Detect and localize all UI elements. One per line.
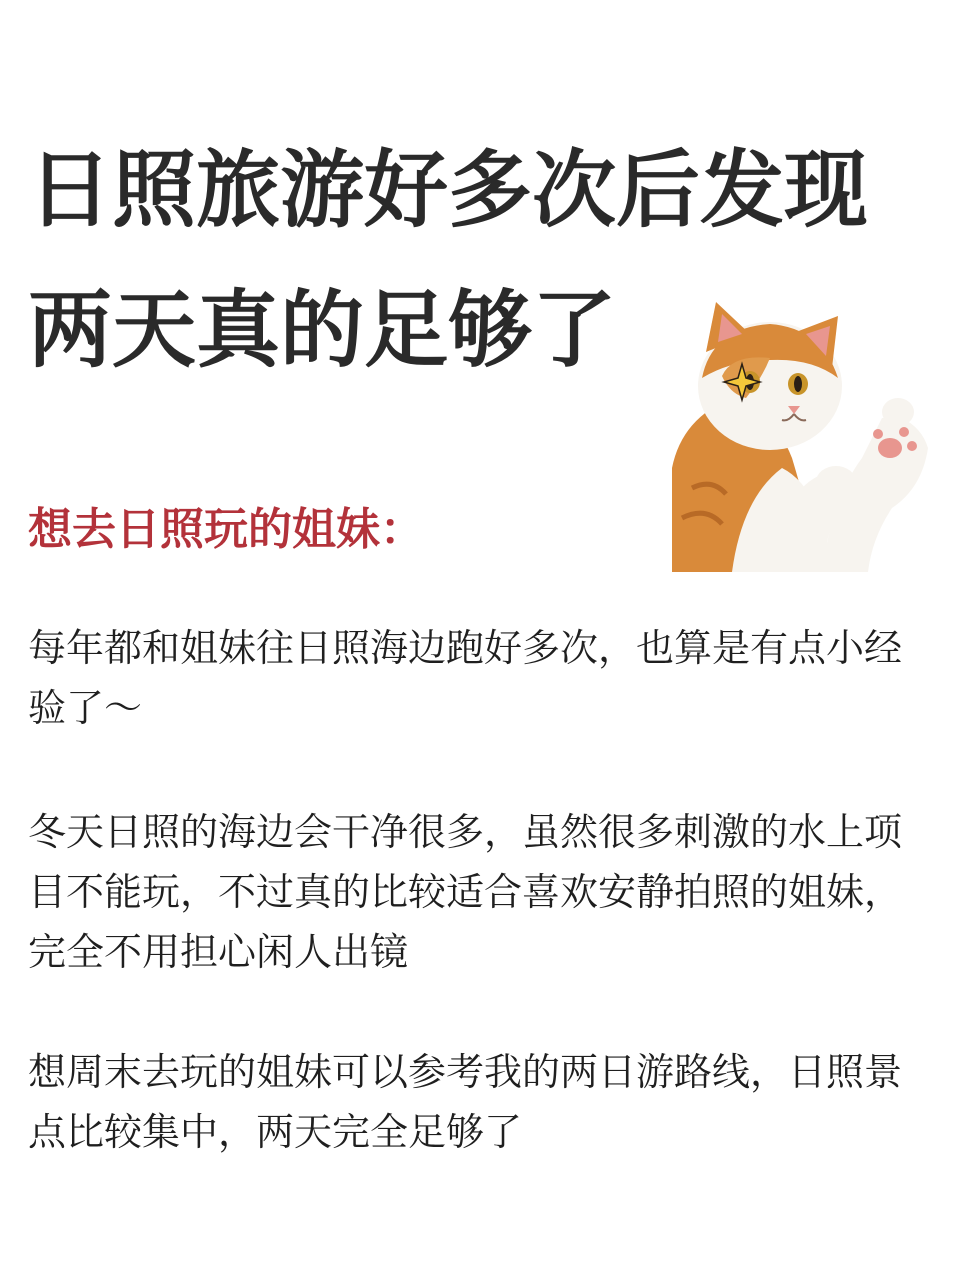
body-paragraph-1: 每年都和姐妹往日照海边跑好多次，也算是有点小经验了～ bbox=[28, 626, 903, 730]
thumbs-up-cat-sticker-icon bbox=[672, 298, 934, 572]
body-paragraph-2: 冬天日照的海边会干净很多，虽然很多刺激的水上项目不能玩，不过真的比较适合喜欢安静拍照的姐妹，完全不用担心闲人出镜 bbox=[28, 810, 903, 974]
page-title-line-2: 两天真的足够了 bbox=[28, 281, 617, 379]
body-paragraph-3: 想周末去玩的姐妹可以参考我的两日游路线，日照景点比较集中，两天完全足够了 bbox=[28, 1050, 903, 1154]
page-title-line-1: 日照旅游好多次后发现 bbox=[28, 141, 869, 239]
section-subtitle: 想去日照玩的姐妹： bbox=[28, 504, 424, 555]
